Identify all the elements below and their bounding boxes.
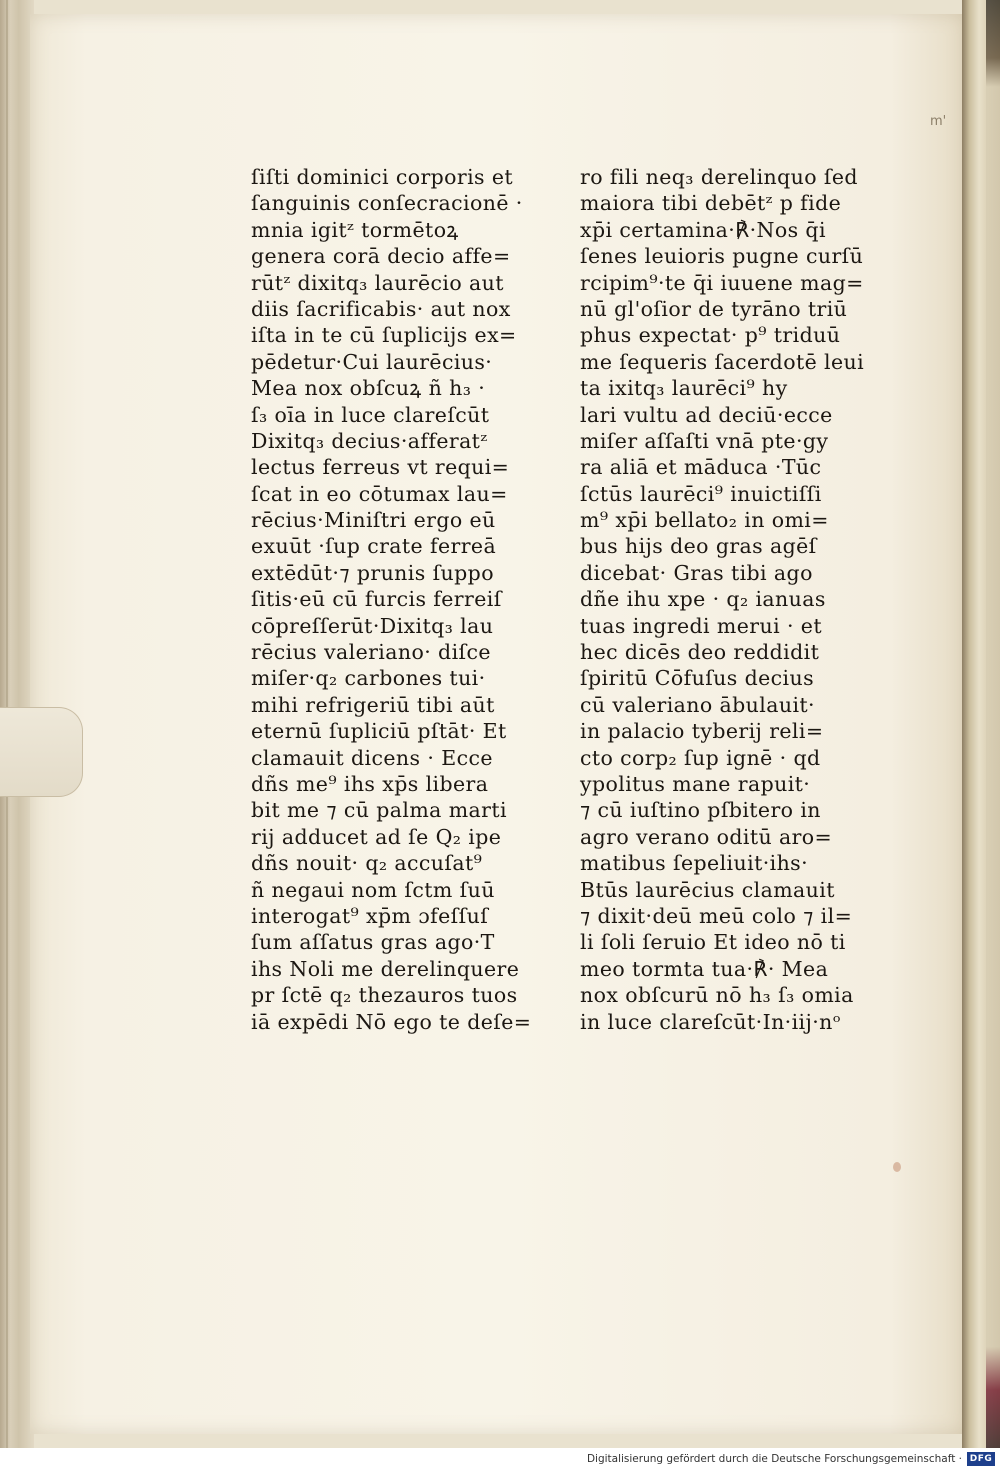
book-right-edge [962, 0, 1000, 1448]
text-line: agro verano oditū aro= [580, 824, 833, 849]
text-line: ſcat in eo cōtumax lau= [251, 481, 508, 506]
text-line: xp̄i certamina·℟·Nos q̄i [580, 217, 826, 242]
text-line: dicebat· Gras tibi ago [580, 560, 813, 585]
text-line: ro fili neq₃ derelinquo ſed [580, 165, 858, 189]
text-line: m⁹ xp̄i bellato₂ in omi= [580, 508, 829, 533]
text-line: ñ negaui nom ſctm ſuū [251, 877, 495, 902]
text-line: lectus ferreus vt requi= [251, 455, 510, 480]
text-line: ſitis·eū cū furcis ferreiſ [251, 587, 502, 612]
text-line: diis ſacrificabis· aut nox [251, 296, 511, 321]
text-line: ⁊ cū iuſtino pſbitero in [580, 798, 821, 823]
text-line: eternū ſupliciū pſtāt· Et [251, 719, 507, 744]
text-line: ypolitus mane rapuit· [580, 771, 811, 796]
text-line: genera corā decio affe= [251, 244, 511, 269]
corner-mark: m' [930, 114, 947, 129]
text-line: pr ſctē q₂ thezauros tuos [251, 983, 518, 1008]
text-line: iā expēdi Nō ego te deſe= [251, 1009, 532, 1034]
text-line: mnia igitᶻ tormētoꝝ [251, 217, 459, 242]
text-line: ſ₃ oīa in luce clareſcūt [251, 402, 490, 427]
text-line: rēcius valeriano· diſce [251, 640, 491, 665]
text-line: Mea nox obſcuꝝ ñ h₃ · [251, 376, 486, 401]
text-line: bit me ⁊ cū palma marti [251, 798, 507, 823]
text-line: ſum aſſatus gras ago·T [251, 930, 495, 955]
paper-tab-strip [0, 707, 83, 797]
text-line: nox obſcurū nō h₃ ſ₃ omia [580, 983, 854, 1008]
text-line: rcipim⁹·te q̄i iuuene mag= [580, 270, 864, 295]
text-line: cōpreſſerūt·Dixitq₃ lau [251, 613, 494, 638]
paper-stain [893, 1162, 901, 1172]
text-line: ſpiritū Cōfuſus decius [580, 666, 815, 691]
text-line: matibus ſepeliuit·ihs· [580, 851, 809, 876]
binding-band [986, 0, 1000, 1448]
text-line: ⁊ dixit·deū meū colo ⁊ il= [580, 903, 853, 928]
text-line: clamauit dicens · Ecce [251, 745, 493, 770]
text-line: ſiſti dominici corporis et [251, 165, 514, 189]
text-line: mihi refrigeriū tibi aūt [251, 692, 495, 717]
text-line: rūtᶻ dixitq₃ laurēcio aut [251, 270, 504, 295]
text-line: dñs me⁹ ihs xp̄s libera [251, 771, 489, 796]
text-line: rēcius·Miniſtri ergo eū [251, 508, 496, 533]
text-line: Dixitq₃ decius·afferatᶻ [251, 428, 488, 453]
text-line: meo tormta tua·℟· Mea [580, 956, 829, 981]
text-line: li ſoli ſeruio Et ideo nō ti [580, 930, 846, 955]
text-line: ra aliā et māduca ·Tūc [580, 455, 822, 480]
text-line: cū valeriano ābulauit· [580, 692, 815, 717]
text-line: tuas ingredi merui · et [580, 613, 822, 638]
text-line: rij adducet ad ſe Q₂ ipe [251, 824, 502, 849]
text-line: lari vultu ad deciū·ecce [580, 402, 833, 427]
right-text-column [580, 164, 885, 1035]
text-line: exuūt ·ſup crate ferreā [251, 534, 497, 559]
text-line: cto corp₂ ſup ignē · qd [580, 745, 821, 770]
text-line: hec dicēs deo reddidit [580, 640, 820, 665]
text-line: bus hijs deo gras agēſ [580, 534, 817, 559]
text-line: Btūs laurēcius clamauit [580, 877, 835, 902]
text-line: ta ixitq₃ laurēci⁹ hy [580, 376, 788, 401]
text-line: dñs nouit· q₂ accuſat⁹ [251, 851, 483, 876]
text-line: ihs Noli me derelinquere [251, 956, 520, 981]
text-line: miſer aſſaſti vnā pte·gy [580, 428, 829, 453]
text-line: miſer·q₂ carbones tui· [251, 666, 486, 691]
text-line: pēdetur·Cui laurēcius· [251, 349, 493, 374]
text-line: extēdūt·⁊ prunis ſuppo [251, 560, 494, 585]
text-line: phus expectat· p⁹ triduū [580, 323, 841, 348]
text-line: interogat⁹ xp̄m ɔfeſſuſ [251, 903, 489, 928]
footer-bar [0, 1448, 1000, 1471]
text-line: iſta in te cū ſuplicijs ex= [251, 323, 517, 348]
text-line: maiora tibi debētᶻ p fide [580, 191, 842, 216]
text-line: ſenes leuioris pugne curſū [580, 244, 864, 269]
dfg-logo: DFG [967, 1452, 995, 1466]
text-line: ſctūs laurēci⁹ inuictiſſi [580, 481, 822, 506]
text-line: in luce clareſcūt·In·iij·nᵒ [580, 1009, 842, 1034]
left-text-column [251, 164, 551, 1035]
text-line: in palacio tyberij reli= [580, 719, 824, 744]
text-line: me ſequeris ſacerdotē leui [580, 349, 865, 374]
digitization-credit: Digitalisierung gefördert durch die Deutsche Forschungsgemeinschaft · [586, 1453, 962, 1465]
text-line: nū gl'oſior de tyrāno triū [580, 296, 848, 321]
text-line: dñe ihu xpe · q₂ ianuas [580, 587, 826, 612]
text-line: ſanguinis conſecracionē · [251, 191, 523, 216]
